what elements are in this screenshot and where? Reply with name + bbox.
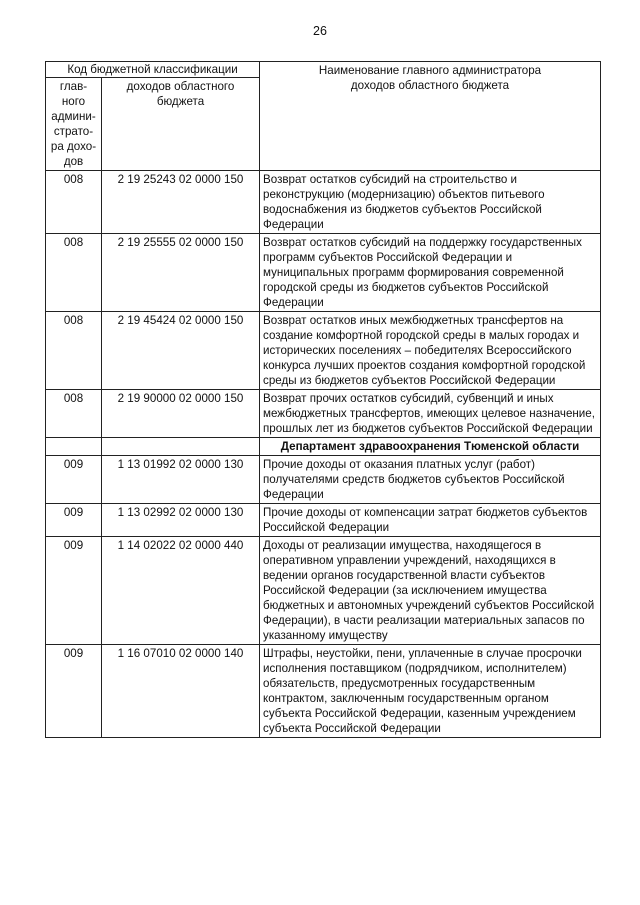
income-name-cell: Штрафы, неустойки, пени, уплаченные в случае просрочки исполнения поставщиком (подрядчиком, исполнителем) обязательств, предусмотренных государственным контрактом, заключенным государственным органом субъекта Российской Федерации, казенным учреждением субъекта Российской Федерации <box>260 645 601 738</box>
table-header <box>46 62 601 171</box>
header-admin-line: глав- <box>59 80 88 93</box>
header-admin <box>46 78 102 171</box>
income-code-cell <box>102 438 260 456</box>
header-admin-line: страто- <box>53 125 94 138</box>
header-admin-line: ного <box>61 95 86 108</box>
income-code-cell: 1 13 01992 02 0000 130 <box>102 456 260 504</box>
department-name-cell: Департамент здравоохранения Тюменской области <box>260 438 601 456</box>
table-row <box>46 537 601 645</box>
income-name-cell: Возврат остатков субсидий на строительство и реконструкцию (модернизацию) объектов питьевого водоснабжения из бюджетов субъектов Российской Федерации <box>260 171 601 234</box>
header-income <box>102 78 260 171</box>
header-name <box>260 62 601 171</box>
admin-code-cell: 008 <box>46 234 102 312</box>
income-name-cell: Возврат прочих остатков субсидий, субвенций и иных межбюджетных трансфертов, имеющих целевое назначение, прошлых лет из бюджетов субъектов Российской Федерации <box>260 390 601 438</box>
table-row <box>46 504 601 537</box>
admin-code-cell <box>46 438 102 456</box>
budget-classification-table <box>45 61 601 738</box>
table-body <box>46 171 601 738</box>
income-name-cell: Прочие доходы от компенсации затрат бюджетов субъектов Российской Федерации <box>260 504 601 537</box>
income-code-cell: 2 19 45424 02 0000 150 <box>102 312 260 390</box>
table-row <box>46 456 601 504</box>
department-row <box>46 438 601 456</box>
admin-code-cell: 009 <box>46 645 102 738</box>
header-admin-line: ра дохо- <box>50 140 97 153</box>
income-code-cell: 2 19 25243 02 0000 150 <box>102 171 260 234</box>
income-code-cell: 1 16 07010 02 0000 140 <box>102 645 260 738</box>
table-row <box>46 645 601 738</box>
income-code-cell: 1 14 02022 02 0000 440 <box>102 537 260 645</box>
admin-code-cell: 009 <box>46 504 102 537</box>
admin-code-cell: 008 <box>46 312 102 390</box>
table-row <box>46 390 601 438</box>
table-row <box>46 312 601 390</box>
admin-code-cell: 008 <box>46 390 102 438</box>
admin-code-cell: 008 <box>46 171 102 234</box>
header-income-text: доходов областного бюджета <box>126 80 235 108</box>
income-name-cell: Доходы от реализации имущества, находящегося в оперативном управлении учреждений, находящихся в ведении органов государственной власти субъектов Российской Федерации (за исключением имущества бюджетных и автономных учреждений субъектов Российской Федерации), в части реализации материальных запасов по указанному имуществу <box>260 537 601 645</box>
income-name-cell: Возврат остатков иных межбюджетных трансфертов на создание комфортной городской среды в малых городах и исторических поселениях – победителях Всероссийского конкурса лучших проектов создания комфортной городской среды из бюджетов субъектов Российской Федерации <box>260 312 601 390</box>
income-code-cell: 2 19 25555 02 0000 150 <box>102 234 260 312</box>
header-name-text: Наименование главного администратора доходов областного бюджета <box>318 64 542 92</box>
admin-code-cell: 009 <box>46 456 102 504</box>
income-code-cell: 2 19 90000 02 0000 150 <box>102 390 260 438</box>
income-code-cell: 1 13 02992 02 0000 130 <box>102 504 260 537</box>
income-name-cell: Возврат остатков субсидий на поддержку государственных программ субъектов Российской Федерации и муниципальных программ формирования современной городской среды из бюджетов субъектов Российской Федерации <box>260 234 601 312</box>
page-number: 26 <box>313 24 327 38</box>
admin-code-cell: 009 <box>46 537 102 645</box>
header-admin-line: дов <box>63 155 84 168</box>
header-code-group: Код бюджетной классификации <box>46 62 260 78</box>
header-admin-line: админи- <box>51 110 96 123</box>
income-name-cell: Прочие доходы от оказания платных услуг (работ) получателями средств бюджетов субъектов Российской Федерации <box>260 456 601 504</box>
table-row <box>46 171 601 234</box>
table-row <box>46 234 601 312</box>
